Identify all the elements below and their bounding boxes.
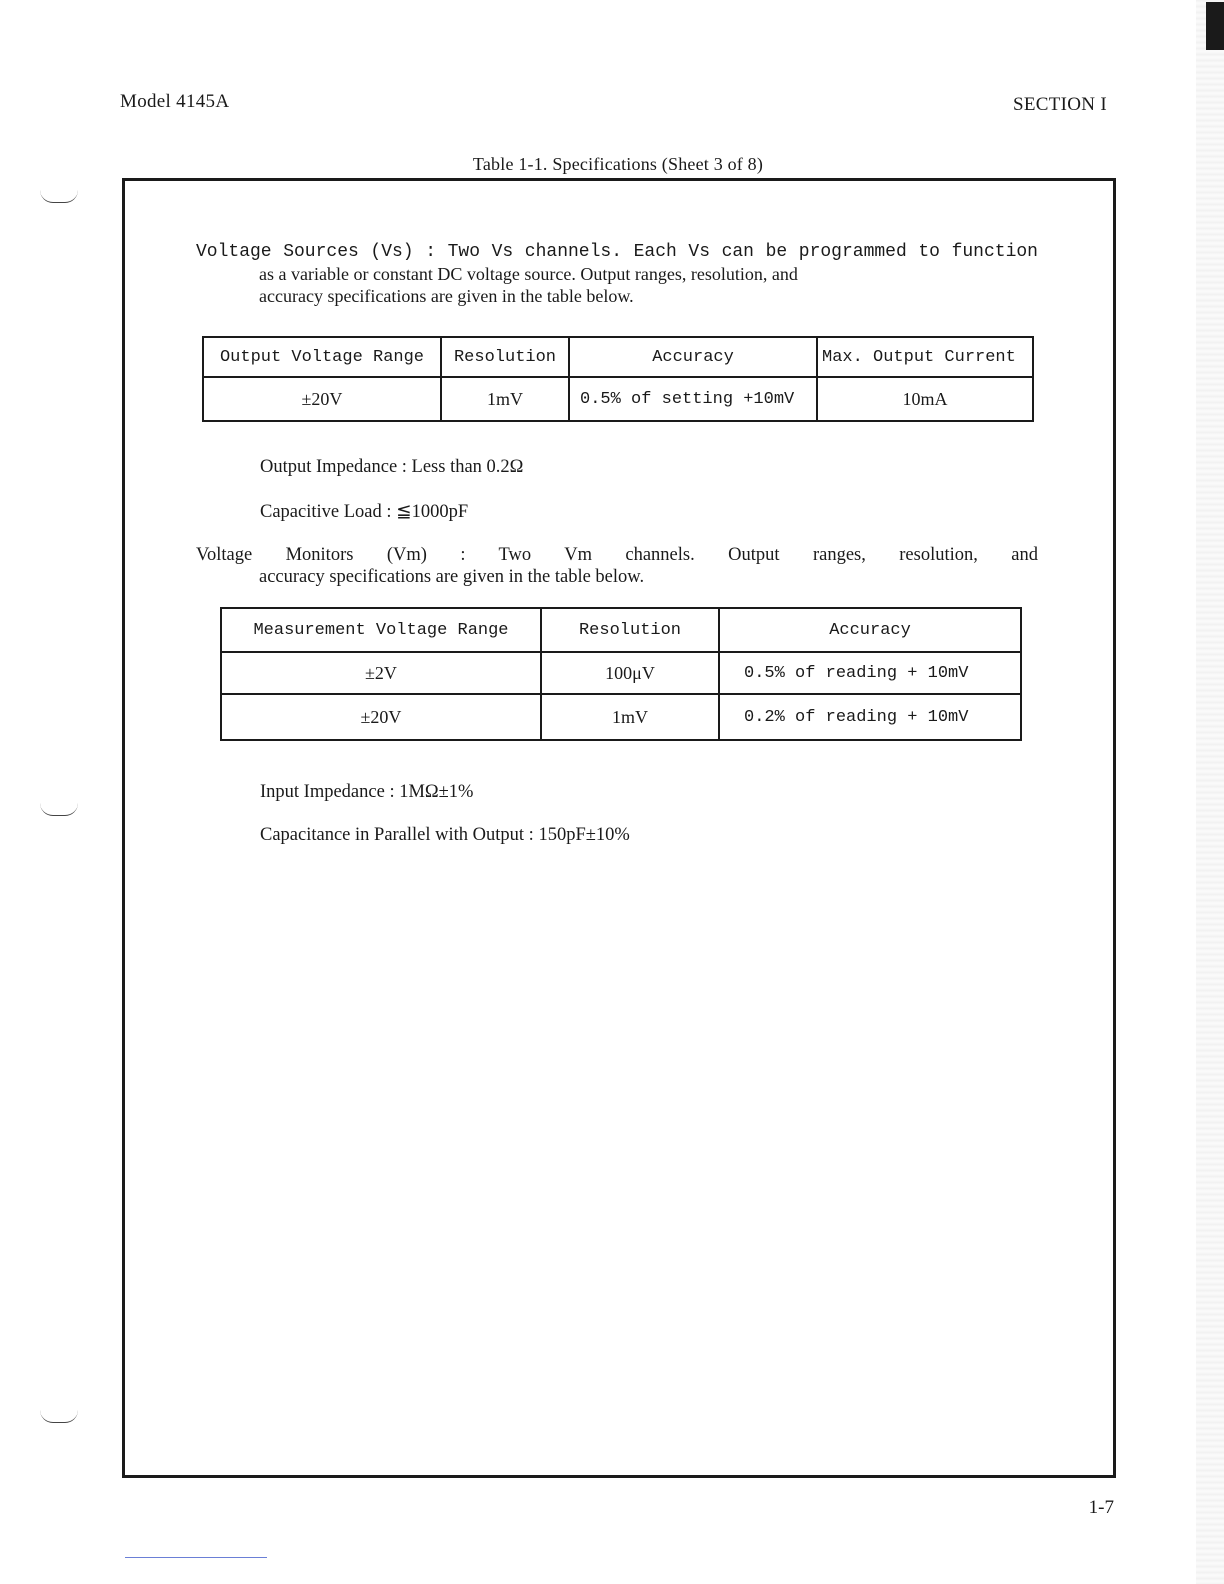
voltage-sources-lead: Voltage Sources (Vs) : Two Vs channels. Each Vs can be programmed to function [196, 242, 1038, 262]
capacitance-parallel-output: Capacitance in Parallel with Output : 150pF±10% [260, 825, 630, 845]
voltage-monitors-line: accuracy specifications are given in the table below. [259, 567, 645, 587]
voltage-sources-line: accuracy specifications are given in the table below. [259, 286, 634, 306]
scan-edge-strip [1196, 0, 1224, 1584]
table-cell: 10mA [817, 377, 1033, 421]
scan-underline-mark [125, 1557, 267, 1558]
table-title: Table 1-1. Specifications (Sheet 3 of 8) [472, 154, 764, 174]
table-cell: ±20V [203, 377, 441, 421]
table-header-cell: Resolution [441, 337, 569, 377]
table-row [221, 694, 1021, 740]
table-cell: ±2V [221, 652, 541, 694]
table-cell: 0.2% of reading + 10mV [719, 694, 1021, 740]
table-cell: 1mV [541, 694, 719, 740]
table-cell: 0.5% of reading + 10mV [719, 652, 1021, 694]
section-label: SECTION I [1013, 94, 1107, 115]
model-label: Model 4145A [120, 91, 230, 112]
table-header-row [221, 608, 1021, 652]
table-header-cell: Max. Output Current [817, 337, 1033, 377]
table-header-cell: Measurement Voltage Range [221, 608, 541, 652]
capacitive-load: Capacitive Load : ≦1000pF [260, 502, 469, 522]
input-impedance: Input Impedance : 1MΩ±1% [260, 782, 474, 802]
table-row [221, 652, 1021, 694]
voltage-sources-line: as a variable or constant DC voltage source. Output ranges, resolution, and [259, 264, 798, 284]
table-cell: ±20V [221, 694, 541, 740]
table-header-cell: Resolution [541, 608, 719, 652]
table-header-cell: Accuracy [719, 608, 1021, 652]
scan-edge-mark [1206, 2, 1224, 50]
binder-hole-mark [40, 1410, 78, 1423]
voltage-monitors-table [220, 607, 1022, 741]
binder-hole-mark [40, 190, 78, 203]
voltage-sources-table [202, 336, 1034, 422]
voltage-monitors-paragraph [196, 544, 1038, 588]
voltage-monitors-lead: Voltage Monitors (Vm) : Two Vm channels. Output ranges, resolution, and [196, 545, 1038, 565]
page-number: 1-7 [1088, 1497, 1114, 1518]
output-impedance: Output Impedance : Less than 0.2Ω [260, 457, 524, 477]
table-cell: 100μV [541, 652, 719, 694]
table-cell: 0.5% of setting +10mV [569, 377, 817, 421]
table-header-cell: Output Voltage Range [203, 337, 441, 377]
table-header-row [203, 337, 1033, 377]
binder-hole-mark [40, 803, 78, 816]
table-row [203, 377, 1033, 421]
table-header-cell: Accuracy [569, 337, 817, 377]
table-cell: 1mV [441, 377, 569, 421]
voltage-sources-paragraph [196, 241, 1038, 307]
